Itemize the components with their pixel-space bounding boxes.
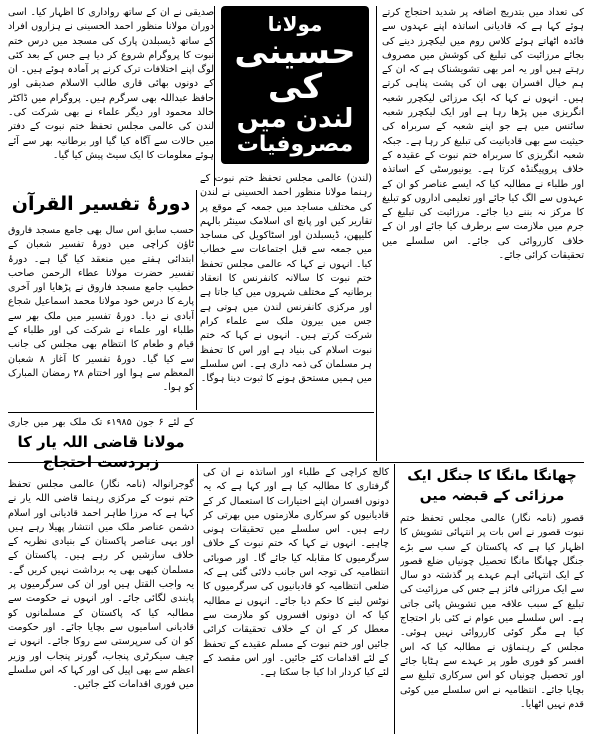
changa-manga-text: قصور (نامہ نگار) عالمی مجلس تحفظ ختم نبوت قصور نے اس بات پر انتہائی تشویش کا اظہار کیا ہے کہ پاکستان کے سب سے بڑے جنگل چھانگا مانگا تحصیل چونیاں ضلع قصور کے ایک انتہائی اہم عہدے پر گذشتہ دو سال سے ایک مرزائی فائز ہے جس کی مرزائیت کی تبلیغ کے سبب علاقہ میں تشویش پائی جاتی ہے۔ اس سلسلے میں عوام نے کئی بار احتجاج کیا ہے مگر کوئی کارروائی نہیں ہوئی۔ مجلس کے رہنماؤں نے مطالبہ کیا کہ اس افسر کو فوری طور پر عہدے سے ہٹایا جائے اور تحصیل چونیاں کو اس سرکاری تبلیغ سے بچایا جائے۔ انتظامیہ نے اس سلسلے میں کوئی قدم نہیں اٹھایا۔	[400, 513, 584, 710]
tafseer-footer	[8, 416, 194, 430]
horizontal-divider	[8, 412, 374, 413]
masthead-line-2: حسینی کی	[234, 31, 356, 108]
qazi-heading: مولانا قاضی اللہ یار کا زبردست احتجاج	[17, 433, 185, 471]
column-divider	[196, 190, 197, 410]
changa-manga-body	[400, 512, 584, 722]
qazi-allah-yar-article	[8, 432, 194, 732]
tafseer-text: حسب سابق اس سال بھی جامع مسجد فاروق ٹاؤن کراچی میں دورۂ تفسیر شعبان کے ابتدائی ہفتے میں منعقد کیا گیا ہے۔ دورۂ تفسیر حضرت مولانا عطاء الرحمن صاحب خطیب جامع مسجد فاروق نے پڑھایا اور آخری پارے کا درس خود مولانا محمد اسماعیل شجاع آبادی نے دیا۔ دورۂ تفسیر میں ملک بھر سے طلباء اور علماء نے شرکت کی اور طلباء کے قیام و طعام کا انتظام بھی مجلس کی جانب سے کیا گیا۔ دورۂ تفسیر کا آغاز ۸ شعبان المعظم سے ہوا اور اختتام ۲۸ رمضان المبارک کو ہوا۔	[8, 225, 194, 394]
center-text: (لندن) عالمی مجلس تحفظ ختم نبوت کے رہنما مولانا منظور احمد الحسینی نے لندن کی مختلف مساجد میں جمعہ کے موقع پر تقاریر کیں اور پانچ ای اسلامک سینٹر بالہم کلیپھن، ڈیسبلدن اور اسٹاکویل کی مساجد میں جمعہ سے قبل اجتماعات سے خطاب کیا۔ انہوں نے کہا کہ عالمی مجلس تحفظ ختم نبوت کا سالانہ کانفرنس کا انعقاد برطانیہ کے مختلف شہروں میں کیا جاتا ہے اور مرکزی کانفرنس لندن میں ہوتی ہے جس میں بیرون ملک سے علماء کرام شرکت کرتے ہیں۔ انہوں نے کہا کہ ختم نبوت اسلام کی بنیاد ہے اور اس کا تحفظ ہر مسلمان کی ذمہ داری ہے۔ اس سلسلے میں ہمیں مستحق ہونے کا ثبوت دینا ہوگا۔	[200, 173, 372, 385]
tafseer-body	[8, 224, 194, 410]
masthead-line-1: مولانا	[267, 11, 323, 36]
qazi-text: گوجرانوالہ (نامہ نگار) عالمی مجلس تحفظ ختم نبوت کے مرکزی رہنما قاضی اللہ یار نے کہا ہے کہ مرزا طاہر احمد قادیانی اور اسلام دشمن عناصر ملک میں انتشار پھیلا رہے ہیں اور یہی عناصر پاکستان کے بنیادی نظریہ کے خلاف سازشیں کر رہے ہیں۔ پاکستان کے مسلمان کبھی بھی یہ برداشت نہیں کریں گے۔ یہ واجب القتل ہیں اور ان کی سرگرمیوں پر پابندی لگائی جائے۔ اور انہوں نے حکومت سے مطالبہ کیا کہ پاکستان کے مسلمانوں کو قادیانی اسامیوں سے بچایا جائے۔ اور حکومت کو ان کی سرپرستی سے روکا جائے۔ انہوں نے چیف سیکرٹری پنجاب، گورنر پنجاب اور وزیر اعظم سے بھی اپیل کی اور کہا کہ اس سلسلے میں فوری اقدامات کئے جائیں۔	[8, 479, 194, 691]
masthead-logo	[221, 6, 369, 164]
bottom-center-article	[203, 466, 389, 732]
changa-manga-article	[400, 466, 584, 732]
column-divider	[197, 464, 198, 734]
column-divider	[376, 6, 377, 461]
tafseer-footer-text: کے لئے ۶ جون ۱۹۸۵ء تک ملک بھر میں جاری	[8, 417, 194, 428]
masthead-line-4: مصروفیات	[236, 132, 354, 158]
masthead-line-3: لندن میں	[236, 103, 354, 134]
column-divider	[394, 464, 395, 734]
column-divider	[214, 6, 215, 186]
changa-manga-heading: چھانگا مانگا کا جنگل ایک مرزائی کے قبضہ میں	[407, 468, 577, 504]
top-left-article	[8, 6, 214, 188]
top-right-text: کی تعداد میں بتدریج اضافہ پر شدید احتجاج کرتے ہوئے کہا ہے کہ قادیانی اساتذہ اپنے عہدوں سے فائدہ اٹھاتے ہوئے کلاس روم میں لیکچرز دینے کی بجائے مرزائیت کی تبلیغ کی کوشش میں مصروف رہتے ہیں اور یہ امر بھی تشویشناک ہے کہ ان کے ہم خیال افسران بھی ان کی پشت پناہی کرتے ہیں۔ انہوں نے کہا کہ ایک مرزائی لیکچرر شعبہ انگریزی میں پڑھا رہا ہے اور ایک لیکچرر شعبہ سائنس میں ہے جو اپنے شعبہ کے سربراہ کی حیثیت سے بھی قادیانیت کی تبلیغ کر رہا ہے۔ جبکہ شعبہ انگریزی کا سربراہ ختم نبوت کے عقیدہ کے خلاف پروپیگنڈہ کرتا ہے۔ یونیورسٹی کے اساتذہ اور طلباء نے مطالبہ کیا کہ ایسے عناصر کو ان کے عہدوں سے الگ کیا جائے اور تعلیمی اداروں کو تبلیغ کا مرکز نہ بننے دیا جائے۔ مرزائیت کی تبلیغ کے جرم میں ملازمت سے برطرف کیا جائے اور ان کے خلاف کارروائی کی جائے۔ اس سلسلے میں تحقیقات کرائی جائے۔	[382, 7, 584, 262]
bottom-center-text: کالج کراچی کے طلباء اور اساتذہ نے ان کی گرفتاری کا مطالبہ کیا ہے اور کہا ہے کہ یہ دونوں افسران اپنے اختیارات کا استعمال کر کے قادیانیوں کو سرکاری ملازمتوں میں بھرتی کر رہے ہیں۔ اس سلسلے میں تحقیقات ہونی چاہیے۔ انہوں نے کہا کہ ختم نبوت کے خلاف سرگرمیوں کا مقابلہ کیا جائے گا۔ اور صوبائی انتظامیہ کی توجہ اس جانب دلائی گئی ہے کہ ضلعی انتظامیہ کو قادیانیوں کی سرگرمیوں کا نوٹس لینے کا حکم دیا جائے۔ انہوں نے مطالبہ کیا کہ ان دونوں افسروں کو ملازمت سے معطل کر کے ان کے خلاف تحقیقات کرائی جائیں اور ختم نبوت کے مسلم عقیدے کے تحفظ کے لئے اقدامات کئے جائیں۔ اور اس مقصد کے لئے کیا کردار ادا کیا جا سکتا ہے۔	[203, 467, 389, 679]
tafseer-article	[8, 192, 194, 410]
top-left-text: صدیقی نے ان کے ساتھ رواداری کا اظہار کیا۔ اسی دوران مولانا منظور احمد الحسینی نے ہزاروں افراد کے ساتھ ڈیسبلدن پارک کی مسجد میں درس ختم نبوت کا پروگرام شروع کر دیا ہے جس کے بعد کئی لوگ اپنے اختلافات ترک کرنے پر آمادہ ہوئے ہیں۔ ان کے دونوں بھائی قاری طالب الاسلام صدیقی اور حافظ عبداللہ بھی سرگرم ہیں۔ پروگرام میں ڈاکٹر خالد محمود اور دیگر علماء نے بھی شرکت کی۔ لندن کی عالمی مجلس تحفظ ختم نبوت کے دفتر میں حالات سے آگاہ کیا گیا اور برطانیہ بھر سے آئے ہوئے معلومات کا ایک سیٹ پیش کیا گیا۔	[8, 7, 214, 161]
qazi-body	[8, 478, 194, 728]
top-right-article	[382, 6, 584, 458]
center-article	[200, 172, 372, 400]
tafseer-heading: دورۂ تفسیر القرآن	[11, 193, 191, 215]
